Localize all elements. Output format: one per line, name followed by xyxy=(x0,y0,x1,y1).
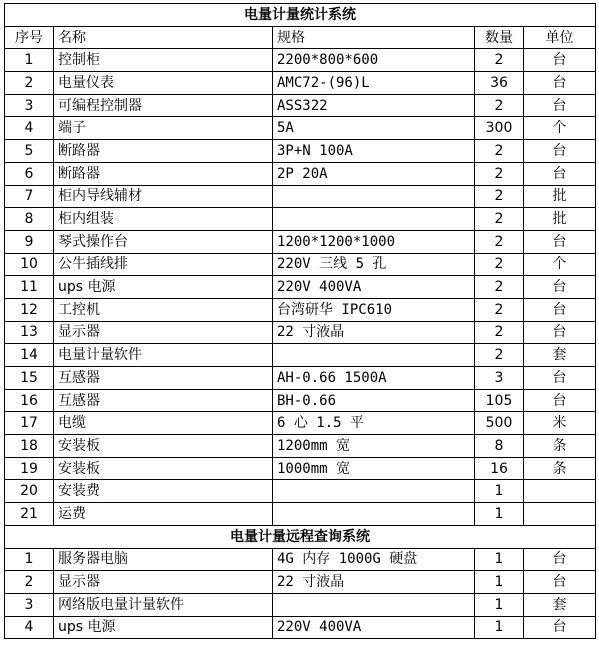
cell-name: 安装板 xyxy=(54,435,273,458)
cell-no: 3 xyxy=(5,94,54,117)
cell-spec: 4G 内存 1000G 硬盘 xyxy=(273,548,475,571)
cell-qty: 500 xyxy=(475,412,524,435)
cell-qty: 2 xyxy=(475,185,524,208)
cell-unit: 台 xyxy=(524,367,596,390)
cell-no: 13 xyxy=(5,321,54,344)
cell-unit: 批 xyxy=(524,208,596,231)
cell-qty: 2 xyxy=(475,344,524,367)
section-title-remote: 电量计量远程查询系统 xyxy=(5,525,596,548)
header-name: 名称 xyxy=(54,26,273,49)
cell-spec: 22 寸液晶 xyxy=(273,321,475,344)
cell-no: 3 xyxy=(5,593,54,616)
table-row xyxy=(5,367,596,390)
header-row xyxy=(5,26,596,49)
cell-qty: 2 xyxy=(475,230,524,253)
cell-unit xyxy=(524,503,596,526)
cell-qty: 1 xyxy=(475,593,524,616)
cell-qty: 2 xyxy=(475,94,524,117)
table-row xyxy=(5,49,596,72)
table-body xyxy=(5,4,596,639)
cell-unit: 批 xyxy=(524,185,596,208)
cell-spec: 1200*1200*1000 xyxy=(273,230,475,253)
cell-spec xyxy=(273,503,475,526)
table-row xyxy=(5,480,596,503)
table-row xyxy=(5,298,596,321)
cell-qty: 2 xyxy=(475,253,524,276)
cell-qty: 1 xyxy=(475,571,524,594)
cell-unit: 台 xyxy=(524,616,596,639)
cell-spec: BH-0.66 xyxy=(273,389,475,412)
cell-no: 2 xyxy=(5,72,54,95)
header-unit: 单位 xyxy=(524,26,596,49)
cell-qty: 2 xyxy=(475,162,524,185)
table-row xyxy=(5,571,596,594)
table-row xyxy=(5,435,596,458)
cell-spec xyxy=(273,208,475,231)
cell-qty: 2 xyxy=(475,298,524,321)
cell-no: 14 xyxy=(5,344,54,367)
cell-spec xyxy=(273,593,475,616)
cell-name: 互感器 xyxy=(54,367,273,390)
table-row xyxy=(5,503,596,526)
cell-unit: 套 xyxy=(524,344,596,367)
section-title-row xyxy=(5,4,596,27)
cell-no: 5 xyxy=(5,140,54,163)
cell-spec: ASS322 xyxy=(273,94,475,117)
cell-spec: 6 心 1.5 平 xyxy=(273,412,475,435)
cell-name: 断路器 xyxy=(54,140,273,163)
cell-spec: AH-0.66 1500A xyxy=(273,367,475,390)
cell-qty: 1 xyxy=(475,616,524,639)
cell-unit: 台 xyxy=(524,571,596,594)
cell-unit: 个 xyxy=(524,253,596,276)
header-no: 序号 xyxy=(5,26,54,49)
cell-no: 15 xyxy=(5,367,54,390)
cell-no: 18 xyxy=(5,435,54,458)
cell-name: 公牛插线排 xyxy=(54,253,273,276)
table-row xyxy=(5,412,596,435)
cell-spec: 220V 400VA xyxy=(273,276,475,299)
cell-no: 8 xyxy=(5,208,54,231)
cell-name: 运费 xyxy=(54,503,273,526)
table-row xyxy=(5,321,596,344)
cell-unit: 台 xyxy=(524,94,596,117)
cell-no: 10 xyxy=(5,253,54,276)
cell-unit: 台 xyxy=(524,230,596,253)
cell-no: 11 xyxy=(5,276,54,299)
cell-name: 端子 xyxy=(54,117,273,140)
cell-name: 柜内组装 xyxy=(54,208,273,231)
cell-qty: 36 xyxy=(475,72,524,95)
cell-name: 服务器电脑 xyxy=(54,548,273,571)
cell-no: 17 xyxy=(5,412,54,435)
cell-spec: 22 寸液晶 xyxy=(273,571,475,594)
cell-name: 柜内导线辅材 xyxy=(54,185,273,208)
cell-name: ups 电源 xyxy=(54,276,273,299)
cell-qty: 105 xyxy=(475,389,524,412)
table-row xyxy=(5,230,596,253)
cell-name: 琴式操作台 xyxy=(54,230,273,253)
cell-no: 1 xyxy=(5,548,54,571)
cell-name: 电缆 xyxy=(54,412,273,435)
cell-no: 19 xyxy=(5,457,54,480)
cell-spec xyxy=(273,185,475,208)
cell-unit: 条 xyxy=(524,457,596,480)
cell-unit: 台 xyxy=(524,162,596,185)
table-row xyxy=(5,616,596,639)
cell-name: 网络版电量计量软件 xyxy=(54,593,273,616)
cell-spec: 3P+N 100A xyxy=(273,140,475,163)
table-row xyxy=(5,389,596,412)
cell-qty: 1 xyxy=(475,480,524,503)
cell-spec: AMC72-(96)L xyxy=(273,72,475,95)
table-row xyxy=(5,276,596,299)
cell-no: 20 xyxy=(5,480,54,503)
table-row xyxy=(5,94,596,117)
table-row xyxy=(5,117,596,140)
cell-no: 1 xyxy=(5,49,54,72)
cell-qty: 2 xyxy=(475,140,524,163)
cell-unit: 台 xyxy=(524,298,596,321)
cell-name: 可编程控制器 xyxy=(54,94,273,117)
cell-unit: 个 xyxy=(524,117,596,140)
table-row xyxy=(5,208,596,231)
cell-spec xyxy=(273,344,475,367)
cell-name: ups 电源 xyxy=(54,616,273,639)
cell-unit: 套 xyxy=(524,593,596,616)
cell-unit: 台 xyxy=(524,389,596,412)
cell-qty: 2 xyxy=(475,208,524,231)
cell-name: 安装板 xyxy=(54,457,273,480)
cell-unit: 台 xyxy=(524,548,596,571)
cell-spec: 5A xyxy=(273,117,475,140)
cell-spec: 2200*800*600 xyxy=(273,49,475,72)
cell-spec: 220V 400VA xyxy=(273,616,475,639)
cell-unit xyxy=(524,480,596,503)
table-row xyxy=(5,593,596,616)
equipment-table xyxy=(4,3,596,639)
cell-no: 21 xyxy=(5,503,54,526)
cell-spec: 2P 20A xyxy=(273,162,475,185)
cell-qty: 300 xyxy=(475,117,524,140)
cell-unit: 条 xyxy=(524,435,596,458)
table-row xyxy=(5,344,596,367)
table-row xyxy=(5,72,596,95)
cell-qty: 3 xyxy=(475,367,524,390)
cell-spec: 220V 三线 5 孔 xyxy=(273,253,475,276)
cell-no: 7 xyxy=(5,185,54,208)
cell-unit: 台 xyxy=(524,49,596,72)
cell-qty: 16 xyxy=(475,457,524,480)
header-qty: 数量 xyxy=(475,26,524,49)
cell-name: 显示器 xyxy=(54,571,273,594)
cell-no: 2 xyxy=(5,571,54,594)
cell-spec: 台湾研华 IPC610 xyxy=(273,298,475,321)
cell-name: 控制柜 xyxy=(54,49,273,72)
cell-spec: 1200mm 宽 xyxy=(273,435,475,458)
section-title-row xyxy=(5,525,596,548)
cell-qty: 2 xyxy=(475,321,524,344)
cell-name: 安装费 xyxy=(54,480,273,503)
cell-unit: 台 xyxy=(524,72,596,95)
cell-name: 电量计量软件 xyxy=(54,344,273,367)
cell-unit: 台 xyxy=(524,321,596,344)
cell-unit: 米 xyxy=(524,412,596,435)
cell-no: 4 xyxy=(5,616,54,639)
cell-name: 显示器 xyxy=(54,321,273,344)
cell-spec xyxy=(273,480,475,503)
cell-spec: 1000mm 宽 xyxy=(273,457,475,480)
cell-qty: 2 xyxy=(475,276,524,299)
table-row xyxy=(5,140,596,163)
cell-qty: 1 xyxy=(475,503,524,526)
cell-name: 断路器 xyxy=(54,162,273,185)
header-spec: 规格 xyxy=(273,26,475,49)
table-row xyxy=(5,457,596,480)
table-row xyxy=(5,185,596,208)
cell-qty: 2 xyxy=(475,49,524,72)
cell-unit: 台 xyxy=(524,140,596,163)
cell-no: 9 xyxy=(5,230,54,253)
cell-no: 6 xyxy=(5,162,54,185)
cell-qty: 8 xyxy=(475,435,524,458)
cell-name: 互感器 xyxy=(54,389,273,412)
table-row xyxy=(5,253,596,276)
table-row xyxy=(5,162,596,185)
cell-qty: 1 xyxy=(475,548,524,571)
table-row xyxy=(5,548,596,571)
cell-no: 12 xyxy=(5,298,54,321)
cell-no: 4 xyxy=(5,117,54,140)
cell-no: 16 xyxy=(5,389,54,412)
cell-name: 电量仪表 xyxy=(54,72,273,95)
section-title-stats: 电量计量统计系统 xyxy=(5,4,596,27)
cell-unit: 台 xyxy=(524,276,596,299)
cell-name: 工控机 xyxy=(54,298,273,321)
